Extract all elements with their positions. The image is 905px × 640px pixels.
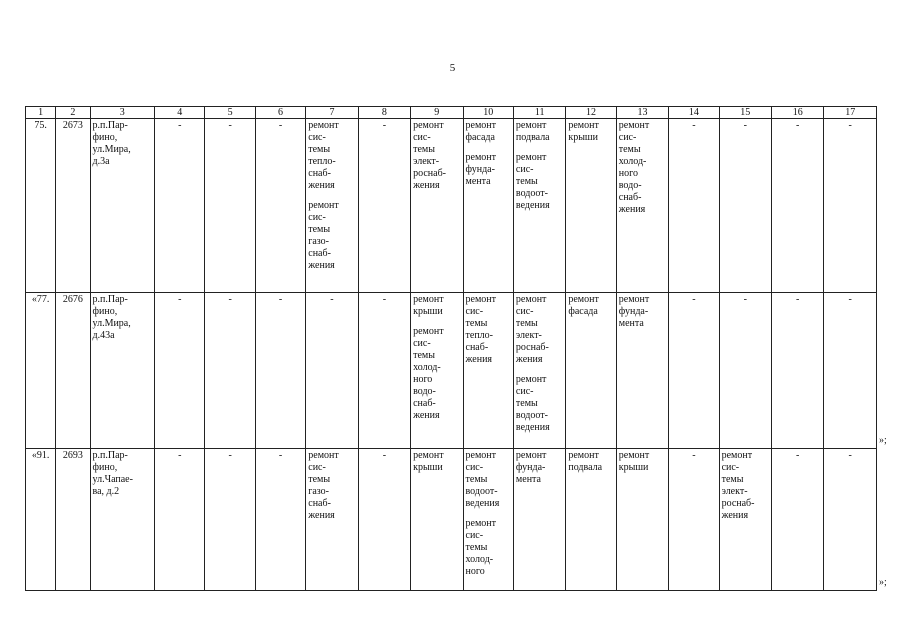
cell-col-1: «91. — [26, 449, 56, 591]
cell-col-6: - — [255, 449, 305, 591]
cell-col-6: - — [255, 119, 305, 293]
repair-schedule-table — [25, 106, 877, 591]
cell-col-13 — [616, 119, 668, 293]
work-item: ремонт фунда- мента — [515, 450, 547, 485]
work-item: - — [330, 294, 334, 305]
work-item: ремонт сис- темы элект- роснаб- жения — [721, 450, 755, 521]
cell-col-17: - — [824, 119, 877, 293]
column-header-4: 4 — [155, 107, 205, 119]
work-item: ремонт сис- темы элект- роснаб- жения — [413, 120, 446, 191]
work-item: ремонт подвала — [568, 450, 603, 473]
work-item: ремонт сис- темы водоот- ведения — [465, 450, 500, 509]
cell-col-2: 2673 — [56, 119, 90, 293]
column-header-15: 15 — [719, 107, 771, 119]
closing-quote-mark: »; — [879, 435, 887, 446]
header-row — [26, 107, 877, 119]
cell-col-17: - — [824, 449, 877, 591]
cell-col-5: - — [205, 293, 255, 449]
cell-col-9 — [411, 119, 463, 293]
cell-col-15: - — [719, 119, 771, 293]
cell-col-3: р.п.Пар- фино, ул.Мира, д.3а — [90, 119, 155, 293]
cell-col-10 — [463, 293, 513, 449]
cell-col-1: 75. — [26, 119, 56, 293]
work-item: ремонт сис- темы газо- снаб- жения — [308, 200, 339, 271]
column-header-11: 11 — [513, 107, 565, 119]
work-item: ремонт сис- темы газо- снаб- жения — [308, 450, 339, 521]
work-item: ремонт крыши — [568, 120, 599, 143]
cell-col-3: р.п.Пар- фино, ул.Чапае- ва, д.2 — [90, 449, 155, 591]
column-header-14: 14 — [669, 107, 719, 119]
work-item: ремонт сис- темы тепло- снаб- жения — [465, 294, 497, 365]
column-header-7: 7 — [306, 107, 358, 119]
cell-col-6: - — [255, 293, 305, 449]
cell-col-11 — [513, 293, 565, 449]
work-item: ремонт сис- темы водоот- ведения — [515, 374, 550, 433]
table-row — [26, 119, 877, 293]
cell-col-9 — [411, 449, 463, 591]
cell-col-15 — [719, 449, 771, 591]
table-row — [26, 293, 877, 449]
cell-col-15: - — [719, 293, 771, 449]
cell-col-9 — [411, 293, 463, 449]
cell-col-14: - — [669, 449, 719, 591]
cell-col-2: 2676 — [56, 293, 90, 449]
page-number: 5 — [449, 62, 456, 74]
work-item: ремонт крыши — [413, 294, 444, 317]
column-header-9: 9 — [411, 107, 463, 119]
column-header-8: 8 — [358, 107, 410, 119]
work-item: ремонт сис- темы водоот- ведения — [515, 152, 550, 211]
cell-col-7 — [306, 119, 358, 293]
cell-col-13 — [616, 449, 668, 591]
column-header-3: 3 — [90, 107, 155, 119]
cell-col-2: 2693 — [56, 449, 90, 591]
column-header-10: 10 — [463, 107, 513, 119]
cell-col-8: - — [358, 293, 410, 449]
cell-col-5: - — [205, 119, 255, 293]
closing-quote-mark: »; — [879, 577, 887, 588]
cell-col-4: - — [155, 449, 205, 591]
column-header-16: 16 — [772, 107, 824, 119]
cell-col-7 — [306, 293, 358, 449]
column-header-2: 2 — [56, 107, 90, 119]
work-item: ремонт сис- темы холод- ного — [465, 518, 497, 577]
work-item: ремонт сис- темы холод- ного водо- снаб- жения — [618, 120, 650, 215]
work-item: ремонт сис- темы холод- ного водо- снаб- жения — [413, 326, 444, 421]
cell-col-13 — [616, 293, 668, 449]
work-item: ремонт фасада — [465, 120, 497, 143]
cell-col-4: - — [155, 119, 205, 293]
work-item: ремонт крыши — [413, 450, 444, 473]
cell-col-12 — [566, 293, 616, 449]
column-header-6: 6 — [255, 107, 305, 119]
column-header-13: 13 — [616, 107, 668, 119]
cell-col-17: - — [824, 293, 877, 449]
cell-col-5: - — [205, 449, 255, 591]
cell-col-10 — [463, 119, 513, 293]
work-item: ремонт фасада — [568, 294, 599, 317]
cell-col-12 — [566, 119, 616, 293]
cell-col-7 — [306, 449, 358, 591]
column-header-17: 17 — [824, 107, 877, 119]
cell-col-16: - — [772, 293, 824, 449]
work-item: ремонт подвала — [515, 120, 550, 143]
cell-col-11 — [513, 449, 565, 591]
cell-col-3: р.п.Пар- фино, ул.Мира, д.43а — [90, 293, 155, 449]
cell-col-14: - — [669, 119, 719, 293]
cell-col-8: - — [358, 449, 410, 591]
cell-col-14: - — [669, 293, 719, 449]
cell-col-8: - — [358, 119, 410, 293]
column-header-5: 5 — [205, 107, 255, 119]
column-header-1: 1 — [26, 107, 56, 119]
work-item: ремонт крыши — [618, 450, 650, 473]
cell-col-10 — [463, 449, 513, 591]
cell-col-16: - — [772, 119, 824, 293]
work-item: ремонт фунда- мента — [618, 294, 650, 329]
cell-col-11 — [513, 119, 565, 293]
table-row — [26, 449, 877, 591]
column-header-12: 12 — [566, 107, 616, 119]
cell-col-12 — [566, 449, 616, 591]
work-item: ремонт сис- темы тепло- снаб- жения — [308, 120, 339, 191]
work-item: ремонт фунда- мента — [465, 152, 497, 187]
cell-col-16: - — [772, 449, 824, 591]
cell-col-4: - — [155, 293, 205, 449]
cell-col-1: «77. — [26, 293, 56, 449]
work-item: ремонт сис- темы элект- роснаб- жения — [515, 294, 549, 365]
